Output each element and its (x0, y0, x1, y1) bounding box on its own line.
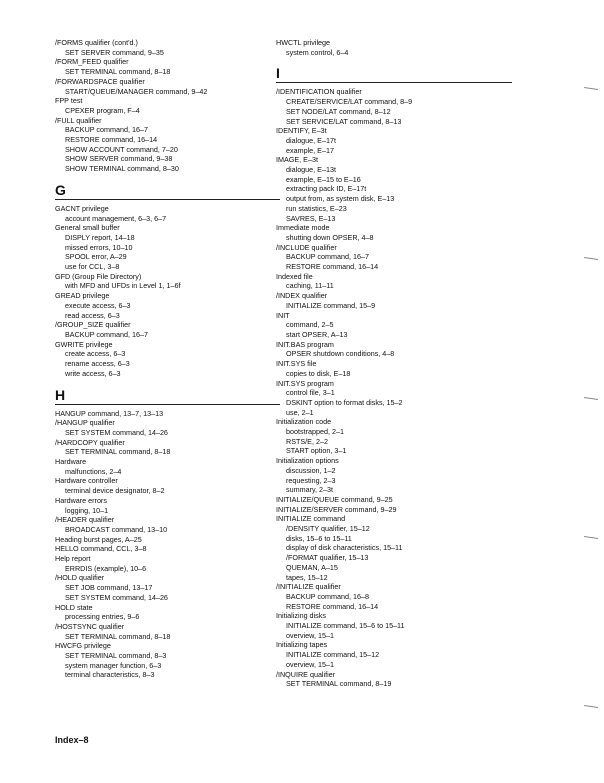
index-subentry: INITIALIZE command, 15–12 (286, 650, 380, 660)
index-entry: /HARDCOPY qualifier (55, 437, 125, 447)
index-entry: GFD (Group File Directory) (55, 271, 142, 281)
index-subentry: terminal device designator, 8–2 (65, 486, 165, 496)
index-subentry: summary, 2–3t (286, 485, 333, 495)
index-entry: Initialization options (276, 456, 339, 466)
index-subentry: BACKUP command, 16–7 (286, 252, 369, 262)
index-entry: /HOLD qualifier (55, 573, 105, 583)
index-subentry: SET TERMINAL command, 8–18 (65, 631, 171, 641)
index-entry: Indexed file (276, 271, 313, 281)
index-subentry: requesting, 2–3 (286, 475, 336, 485)
index-subentry: SPOOL error, A–29 (65, 252, 127, 262)
index-subentry: SET SYSTEM command, 14–26 (65, 592, 168, 602)
index-subentry: system manager function, 6–3 (65, 660, 162, 670)
index-section-heading: H (55, 388, 280, 405)
index-subentry: CREATE/SERVICE/LAT command, 8–9 (286, 97, 413, 107)
index-subentry: copies to disk, E–18 (286, 368, 351, 378)
index-entry: /INDEX qualifier (276, 291, 328, 301)
index-entry: /HANGUP qualifier (55, 418, 115, 428)
index-subentry: display of disk characteristics, 15–11 (286, 543, 403, 553)
index-subentry: dialogue, E–17t (286, 135, 336, 145)
scan-edge-mark (584, 87, 598, 90)
index-subentry: INITIALIZE command, 15–9 (286, 300, 376, 310)
index-subentry: RESTORE command, 16–14 (65, 135, 158, 145)
index-subentry: shutting down OPSER, 4–8 (286, 232, 374, 242)
index-subentry: SHOW ACCOUNT command, 7–20 (65, 144, 178, 154)
index-subentry: SAVRES, E–13 (286, 213, 336, 223)
index-subentry: caching, 11–11 (286, 281, 334, 291)
index-entry: HANGUP command, 13–7, 13–13 (55, 408, 164, 418)
index-subentry: SET TERMINAL command, 8–18 (65, 447, 171, 457)
index-subentry: SET TERMINAL command, 8–18 (65, 67, 171, 77)
index-subentry: BACKUP command, 16–7 (65, 329, 148, 339)
index-subentry: RESTORE command, 16–14 (286, 262, 379, 272)
index-entry: Hardware errors (55, 495, 107, 505)
index-subentry: missed errors, 10–10 (65, 242, 133, 252)
index-entry: GREAD privilege (55, 291, 110, 301)
index-entry: /HEADER qualifier (55, 515, 115, 525)
index-subentry: command, 2–5 (286, 320, 334, 330)
index-section-heading: G (55, 183, 280, 200)
index-subentry: with MFD and UFDs in Level 1, 1–6f (65, 281, 181, 291)
index-subentry: START option, 3–1 (286, 446, 347, 456)
index-entry: Hardware (55, 457, 87, 467)
index-entry: /INQUIRE qualifier (276, 669, 336, 679)
index-subentry: SET TERMINAL command, 8–19 (286, 679, 392, 689)
index-subentry: account management, 6–3, 6–7 (65, 213, 167, 223)
index-subentry: SET SYSTEM command, 14–26 (65, 427, 168, 437)
index-subentry: use, 2–1 (286, 407, 314, 417)
index-subentry: overview, 15–1 (286, 659, 334, 669)
index-entry: HWCFG privilege (55, 641, 111, 651)
index-column-right (276, 38, 512, 689)
index-section-heading: I (276, 66, 512, 83)
index-subentry: dialogue, E–13t (286, 165, 336, 175)
index-subentry: example, E–15 to E–16 (286, 174, 361, 184)
index-subentry: extracting pack ID, E–17t (286, 184, 367, 194)
scan-edge-mark (584, 536, 598, 539)
index-entry: INITIALIZE/SERVER command, 9–29 (276, 504, 397, 514)
index-subentry: SET JOB command, 13–17 (65, 583, 153, 593)
index-subentry: discussion, 1–2 (286, 465, 336, 475)
index-entry: Hardware controller (55, 476, 118, 486)
index-subentry: run statistics, E–23 (286, 203, 347, 213)
index-subentry: RESTORE command, 16–14 (286, 601, 379, 611)
index-entry: INITIALIZE command (276, 514, 346, 524)
scan-edge-mark (584, 397, 598, 400)
index-subentry: start OPSER, A–13 (286, 329, 348, 339)
index-entry: /INCLUDE qualifier (276, 242, 337, 252)
index-subentry: terminal characteristics, 8–3 (65, 670, 155, 680)
index-subentry: bootstrapped, 2–1 (286, 427, 344, 437)
index-entry: /IDENTIFICATION qualifier (276, 87, 362, 97)
index-subentry: malfunctions, 2–4 (65, 466, 122, 476)
index-subentry: RSTS/E, 2–2 (286, 436, 328, 446)
index-entry: General small buffer (55, 223, 120, 233)
index-entry: Immediate mode (276, 223, 330, 233)
index-subentry: SET NODE/LAT command, 8–12 (286, 106, 391, 116)
index-subentry: /DENSITY qualifier, 15–12 (286, 524, 370, 534)
index-subentry: INITIALIZE command, 15–6 to 15–11 (286, 621, 405, 631)
index-subentry: START/QUEUE/MANAGER command, 9–42 (65, 86, 208, 96)
index-subentry: SHOW TERMINAL command, 8–30 (65, 164, 179, 174)
index-subentry: rename access, 6–3 (65, 359, 130, 369)
index-entry: FPP test (55, 96, 83, 106)
index-entry: INIT.BAS program (276, 339, 334, 349)
index-subentry: system control, 6–4 (286, 47, 349, 57)
index-entry: /FORM_FEED qualifier (55, 57, 129, 67)
index-entry: INITIALIZE/QUEUE command, 9–25 (276, 494, 393, 504)
index-subentry: BROADCAST command, 13–10 (65, 524, 168, 534)
index-subentry: SHOW SERVER command, 9–38 (65, 154, 173, 164)
index-subentry: example, E–17 (286, 145, 334, 155)
index-entry: HELLO command, CCL, 3–8 (55, 544, 147, 554)
index-subentry: use for CCL, 3–8 (65, 262, 120, 272)
index-subentry: DSKINT option to format disks, 15–2 (286, 397, 403, 407)
index-subentry: disks, 15–6 to 15–11 (286, 533, 352, 543)
index-subentry: logging, 10–1 (65, 505, 109, 515)
scan-edge-mark (584, 257, 598, 260)
index-entry: Help report (55, 554, 91, 564)
index-subentry: processing entries, 9–6 (65, 612, 140, 622)
page-number: Index–8 (55, 735, 89, 745)
index-entry: HOLD state (55, 602, 93, 612)
index-entry: /HOSTSYNC qualifier (55, 621, 125, 631)
index-subentry: SET SERVICE/LAT command, 8–13 (286, 116, 402, 126)
index-subentry: BACKUP command, 16–8 (286, 591, 369, 601)
index-subentry: execute access, 6–3 (65, 300, 131, 310)
index-subentry: /FORMAT qualifier, 15–13 (286, 553, 369, 563)
index-subentry: tapes, 15–12 (286, 572, 328, 582)
index-entry: /FULL qualifier (55, 115, 102, 125)
index-entry: /FORWARDSPACE qualifier (55, 76, 145, 86)
index-entry: GACNT privilege (55, 203, 109, 213)
index-subentry: read access, 6–3 (65, 310, 120, 320)
index-entry: Initializing disks (276, 611, 326, 621)
index-entry: IMAGE, E–3t (276, 155, 318, 165)
index-subentry: output from, as system disk, E–13 (286, 194, 395, 204)
index-subentry: QUEMAN, A–15 (286, 562, 338, 572)
index-entry: /INITIALIZE qualifier (276, 582, 341, 592)
index-entry: /FORMS qualifier (cont'd.) (55, 38, 138, 47)
index-subentry: write access, 6–3 (65, 368, 121, 378)
index-entry: /GROUP_SIZE qualifier (55, 320, 131, 330)
index-subentry: BACKUP command, 16–7 (65, 125, 148, 135)
index-subentry: OPSER shutdown conditions, 4–8 (286, 349, 395, 359)
index-subentry: overview, 15–1 (286, 630, 334, 640)
index-subentry: CPEXER program, F–4 (65, 105, 140, 115)
index-entry: GWRITE privilege (55, 339, 113, 349)
index-subentry: SET TERMINAL command, 8–3 (65, 651, 167, 661)
index-entry: HWCTL privilege (276, 38, 331, 47)
index-subentry: DISPLY report, 14–18 (65, 232, 135, 242)
index-entry: INIT.SYS program (276, 378, 334, 388)
index-entry: Heading burst pages, A–25 (55, 534, 142, 544)
index-column-left (55, 38, 280, 680)
index-entry: INIT (276, 310, 290, 320)
index-subentry: SET SERVER command, 9–35 (65, 47, 164, 57)
scan-edge-mark (584, 705, 598, 708)
index-entry: Initialization code (276, 417, 332, 427)
index-entry: IDENTIFY, E–3t (276, 126, 327, 136)
index-subentry: create access, 6–3 (65, 349, 126, 359)
index-entry: INIT.SYS file (276, 359, 317, 369)
index-entry: Initializing tapes (276, 640, 328, 650)
index-subentry: control file, 3–1 (286, 388, 335, 398)
index-subentry: ERRDIS (example), 10–6 (65, 563, 147, 573)
